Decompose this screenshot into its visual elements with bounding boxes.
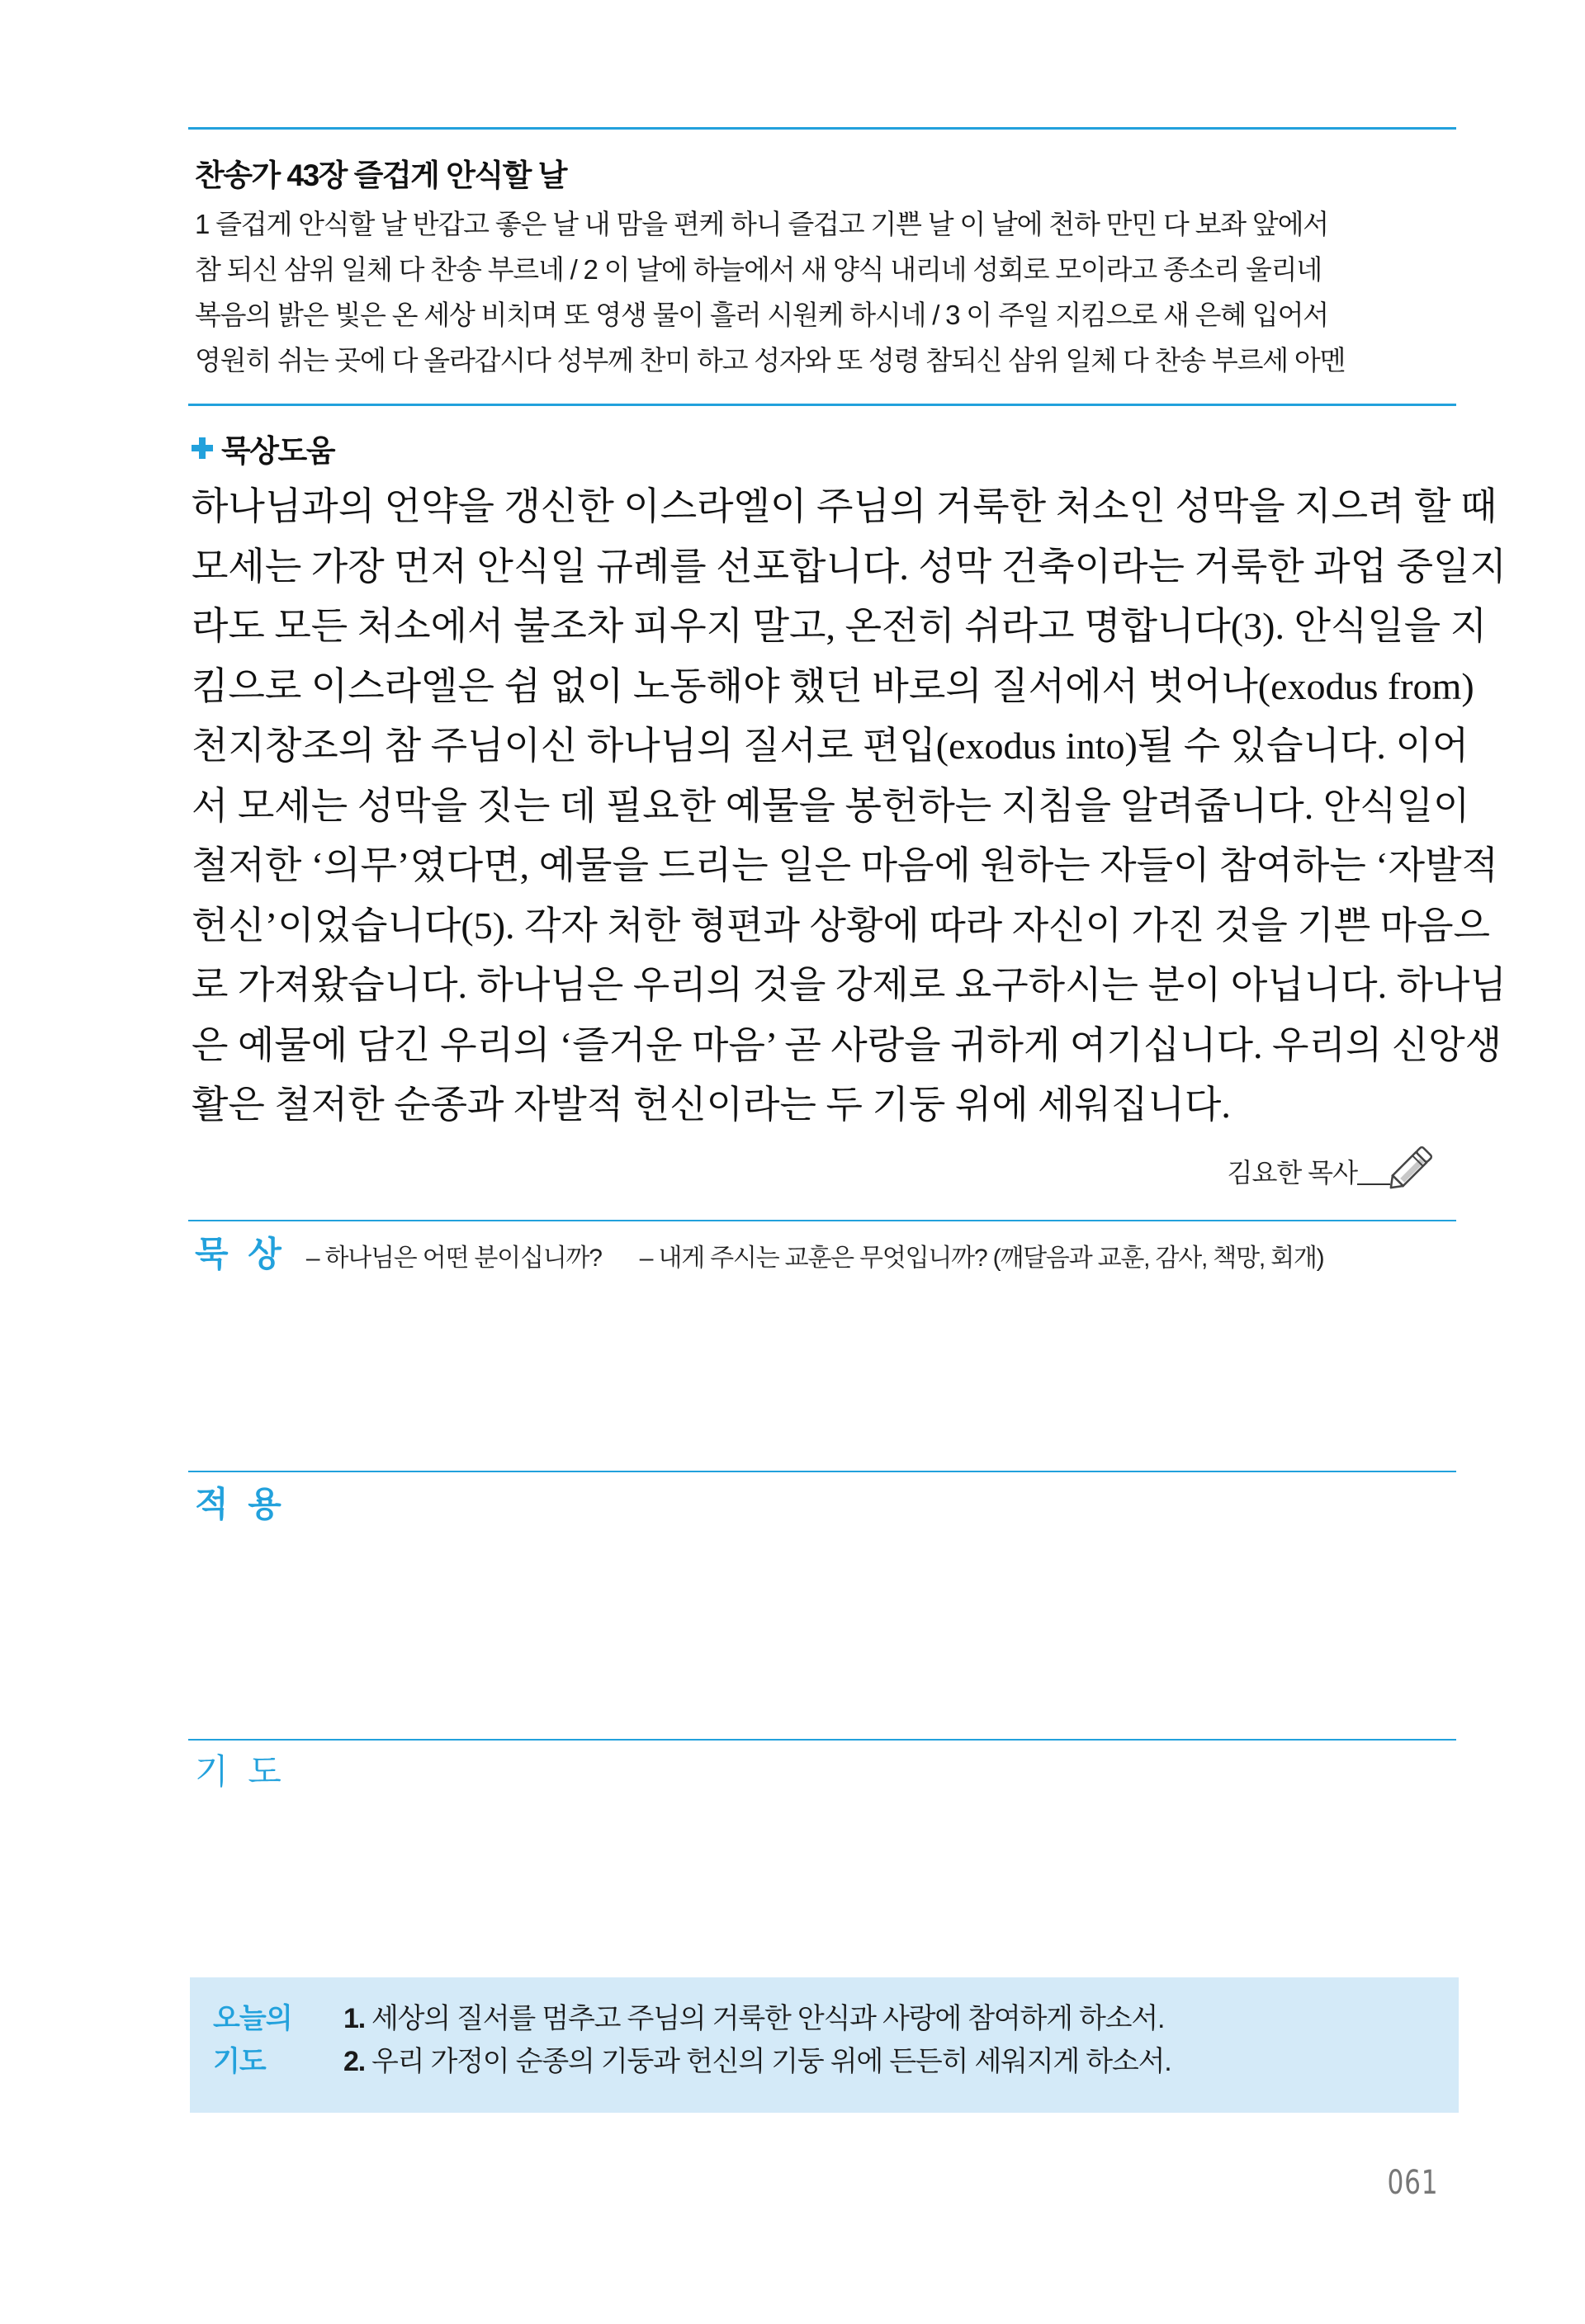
meditation-row (195, 1227, 1323, 1277)
prayer-item (343, 2040, 1171, 2083)
page-number: 061 (1387, 2164, 1438, 2202)
pencil-icon (1387, 1141, 1438, 1192)
application-writing-area[interactable] (188, 1527, 1456, 1733)
prayer-writing-area[interactable] (188, 1795, 1456, 1968)
top-divider (188, 127, 1456, 130)
body-line: 모세는 가장 먼저 안식일 규례를 선포합니다. 성막 건축이라는 거룩한 과업 중일지 (192, 545, 1507, 588)
application-label: 적 용 (195, 1485, 286, 1523)
prayer-item (343, 1997, 1171, 2040)
hymn-line: 1 즐겁게 안식할 날 반갑고 좋은 날 내 맘을 편케 하니 즐겁고 기쁜 날 이 날에 천하 만민 다 보좌 앞에서 (195, 209, 1328, 239)
meditation-help-title: 묵상도움 (221, 434, 334, 468)
author-name: 김요한 목사 (1227, 1158, 1357, 1188)
body-line: 서 모세는 성막을 짓는 데 필요한 예물을 봉헌하는 지침을 알려줍니다. 안식일이 (192, 784, 1470, 827)
body-line: 라도 모든 처소에서 불조차 피우지 말고, 온전히 쉬라고 명합니다(3). 안식일을 지 (192, 605, 1488, 647)
prayer-divider (188, 1739, 1456, 1741)
meditation-question: – 하나님은 어떤 분이십니까? (305, 1245, 602, 1272)
todays-prayer-label-line: 기도 (213, 2046, 266, 2077)
author-signature (1228, 1141, 1438, 1190)
plus-icon (192, 437, 213, 459)
body-line: 로 가져왔습니다. 하나님은 우리의 것을 강제로 요구하시는 분이 아닙니다. 하나님 (192, 964, 1507, 1006)
meditation-divider (188, 1220, 1456, 1221)
meditation-question: – 내게 주시는 교훈은 무엇입니까? (깨달음과 교훈, 감사, 책망, 회개) (639, 1245, 1324, 1272)
hymn-divider (188, 404, 1456, 406)
body-line: 천지창조의 참 주님이신 하나님의 질서로 편입(exodus into)될 수 있습니다. 이어 (192, 725, 1469, 767)
prayer-item-number: 1. (343, 2003, 365, 2034)
todays-prayer-label-line: 오늘의 (213, 2003, 292, 2034)
signature-line (1357, 1183, 1390, 1185)
hymn-line: 복음의 밝은 빛은 온 세상 비치며 또 영생 물이 흘러 시원케 하시네 / 3 이 주일 지킴으로 새 은혜 입어서 (195, 300, 1328, 330)
hymn-lyrics (195, 201, 1458, 383)
hymn-line: 참 되신 삼위 일체 다 찬송 부르네 / 2 이 날에 하늘에서 새 양식 내리네 성회로 모이라고 종소리 울리네 (195, 254, 1322, 285)
prayer-item-text: 우리 가정이 순종의 기둥과 헌신의 기둥 위에 든든히 세워지게 하소서. (371, 2046, 1171, 2077)
body-line: 킴으로 이스라엘은 쉼 없이 노동해야 했던 바로의 질서에서 벗어나(exodus from) (192, 664, 1474, 707)
hymn-line: 영원히 쉬는 곳에 다 올라갑시다 성부께 찬미 하고 성자와 또 성령 참되신 삼위 일체 다 찬송 부르세 아멘 (195, 345, 1346, 376)
todays-prayer-items (343, 1997, 1171, 2083)
meditation-label: 묵 상 (195, 1235, 286, 1273)
todays-prayer-box (190, 1977, 1459, 2113)
body-line: 헌신’이었습니다(5). 각자 처한 형편과 상황에 따라 자신이 가진 것을 기쁜 마음으 (192, 904, 1490, 947)
todays-prayer-label (213, 1997, 292, 2083)
body-line: 하나님과의 언약을 갱신한 이스라엘이 주님의 거룩한 처소인 성막을 지으려 할 때 (192, 485, 1497, 527)
application-divider (188, 1471, 1456, 1472)
meditation-writing-area[interactable] (188, 1275, 1456, 1467)
body-line: 활은 철저한 순종과 자발적 헌신이라는 두 기둥 위에 세워집니다. (192, 1084, 1231, 1126)
meditation-help-body (192, 477, 1507, 1136)
prayer-label: 기 도 (195, 1752, 286, 1791)
hymn-title: 찬송가 43장 즐겁게 안식할 날 (195, 158, 566, 192)
prayer-item-text: 세상의 질서를 멈추고 주님의 거룩한 안식과 사랑에 참여하게 하소서. (371, 2003, 1165, 2034)
prayer-item-number: 2. (343, 2046, 365, 2077)
body-line: 은 예물에 담긴 우리의 ‘즐거운 마음’ 곧 사랑을 귀하게 여기십니다. 우리의 신앙생 (192, 1023, 1502, 1066)
body-line: 철저한 ‘의무’였다면, 예물을 드리는 일은 마음에 원하는 자들이 참여하는 ‘자발적 (192, 844, 1498, 886)
meditation-help-header (192, 426, 334, 470)
